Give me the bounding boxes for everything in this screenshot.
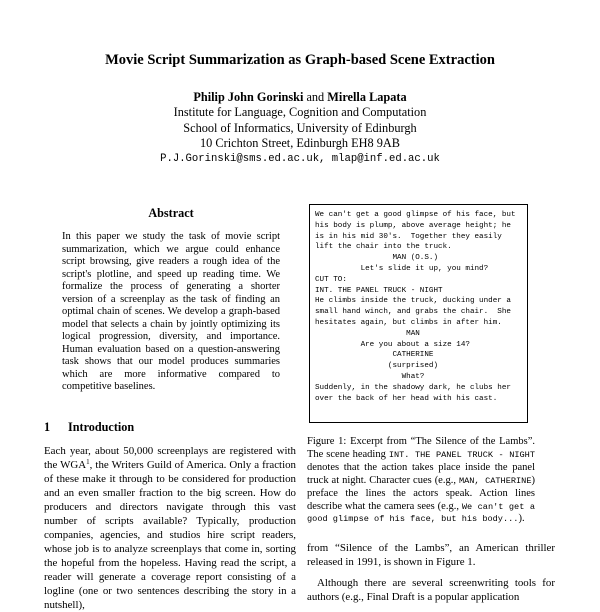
- paper-title: Movie Script Summarization as Graph-based Scene Extraction: [105, 52, 495, 68]
- paragraph-text: Each year, about 50,000 screenplays are registered with the WGA: [44, 445, 296, 471]
- caption-text: Figure 1: Excerpt from “The Silence of the Lambs”. The scene heading: [307, 436, 535, 460]
- section-title: Introduction: [68, 420, 135, 434]
- abstract-heading: Abstract: [148, 206, 194, 220]
- author-name: Philip John Gorinski: [193, 90, 304, 104]
- caption-code: INT. THE PANEL TRUCK - NIGHT: [388, 449, 535, 460]
- caption-text: ) preface the lines the actors speak. Action lines describe what the camera sees (e.g.,: [307, 474, 536, 512]
- introduction-body: [44, 444, 296, 612]
- section-number: 1: [44, 420, 51, 434]
- author-emails: P.J.Gorinski@sms.ed.ac.uk, mlap@inf.ed.ac.uk: [160, 152, 440, 165]
- paragraph: from “Silence of the Lambs”, an American thriller released in 1991, is shown in Figure 1.: [307, 542, 555, 568]
- paragraph-text: , the Writers Guild of America. Only a fraction of these make it through to be considered for production and an even smaller fraction to the big screen. How do producers and directors navigate through this vast number of scripts available? Typically, production companies, agencies, and studios hire script readers, whose job is to analyze screenplays that come in, sorting the hopeful from the hopeless. Having read the script, a reader will generate a coverage report consisting of a logline (one or two sentences describing the story in a nutshell),: [44, 459, 296, 611]
- caption-code: MAN, CATHERINE: [458, 475, 532, 486]
- author-block: [0, 90, 600, 167]
- author-names: [0, 90, 600, 105]
- affiliation-line: 10 Crichton Street, Edinburgh EH8 9AB: [200, 136, 400, 151]
- footnote-marker[interactable]: 1: [86, 458, 90, 466]
- paragraph: Although there are several screenwriting tools for authors (e.g., Final Draft is a popular application: [307, 577, 555, 603]
- right-column-body: [307, 541, 555, 604]
- script-excerpt-figure: We can't get a good glimpse of his face, but his body is plump, above average height; he is in his mid 30's. Together they easily lift the chair into the truck. MAN (O.S.) Let's slide it up, you mind? CUT TO: INT. THE PANEL TRUCK - NIGHT He climbs inside the truck, ducking under a small hand winch, and grabs the chair. She hesitates again, but climbs in after him. MAN Are you about a size 14? CATHERINE (surprised) What? Suddenly, in the shadowy dark, he clubs her over the back of her head with his cast.: [309, 204, 528, 423]
- section-heading: [44, 420, 134, 435]
- affiliation-line: School of Informatics, University of Edinburgh: [183, 120, 417, 135]
- affiliation-line: Institute for Language, Cognition and Computation: [173, 105, 427, 120]
- abstract-text: In this paper we study the task of movie script summarization, which we argue could enhance script browsing, give readers a rough idea of the script's plotline, and speed up reading time. We formalize the process of generating a shorter version of a screenplay as the task of finding an optimal chain of scenes. We develop a graph-based model that selects a chain by jointly optimizing its logical progression, diversity, and importance. Human evaluation based on a question-answering task shows that our model produces summaries which are more informative compared to competitive baselines.: [62, 231, 280, 392]
- figure-caption: [307, 436, 535, 526]
- author-name: Mirella Lapata: [327, 90, 407, 104]
- paragraph: [44, 444, 296, 612]
- author-conjunction: and: [306, 90, 325, 104]
- caption-code: We can't get a good glimpse of his face, but his body...: [307, 501, 535, 525]
- caption-text: ).: [518, 513, 525, 525]
- caption-text: denotes that the action takes place inside the panel truck at night. Character cues (e.g.,: [307, 461, 535, 486]
